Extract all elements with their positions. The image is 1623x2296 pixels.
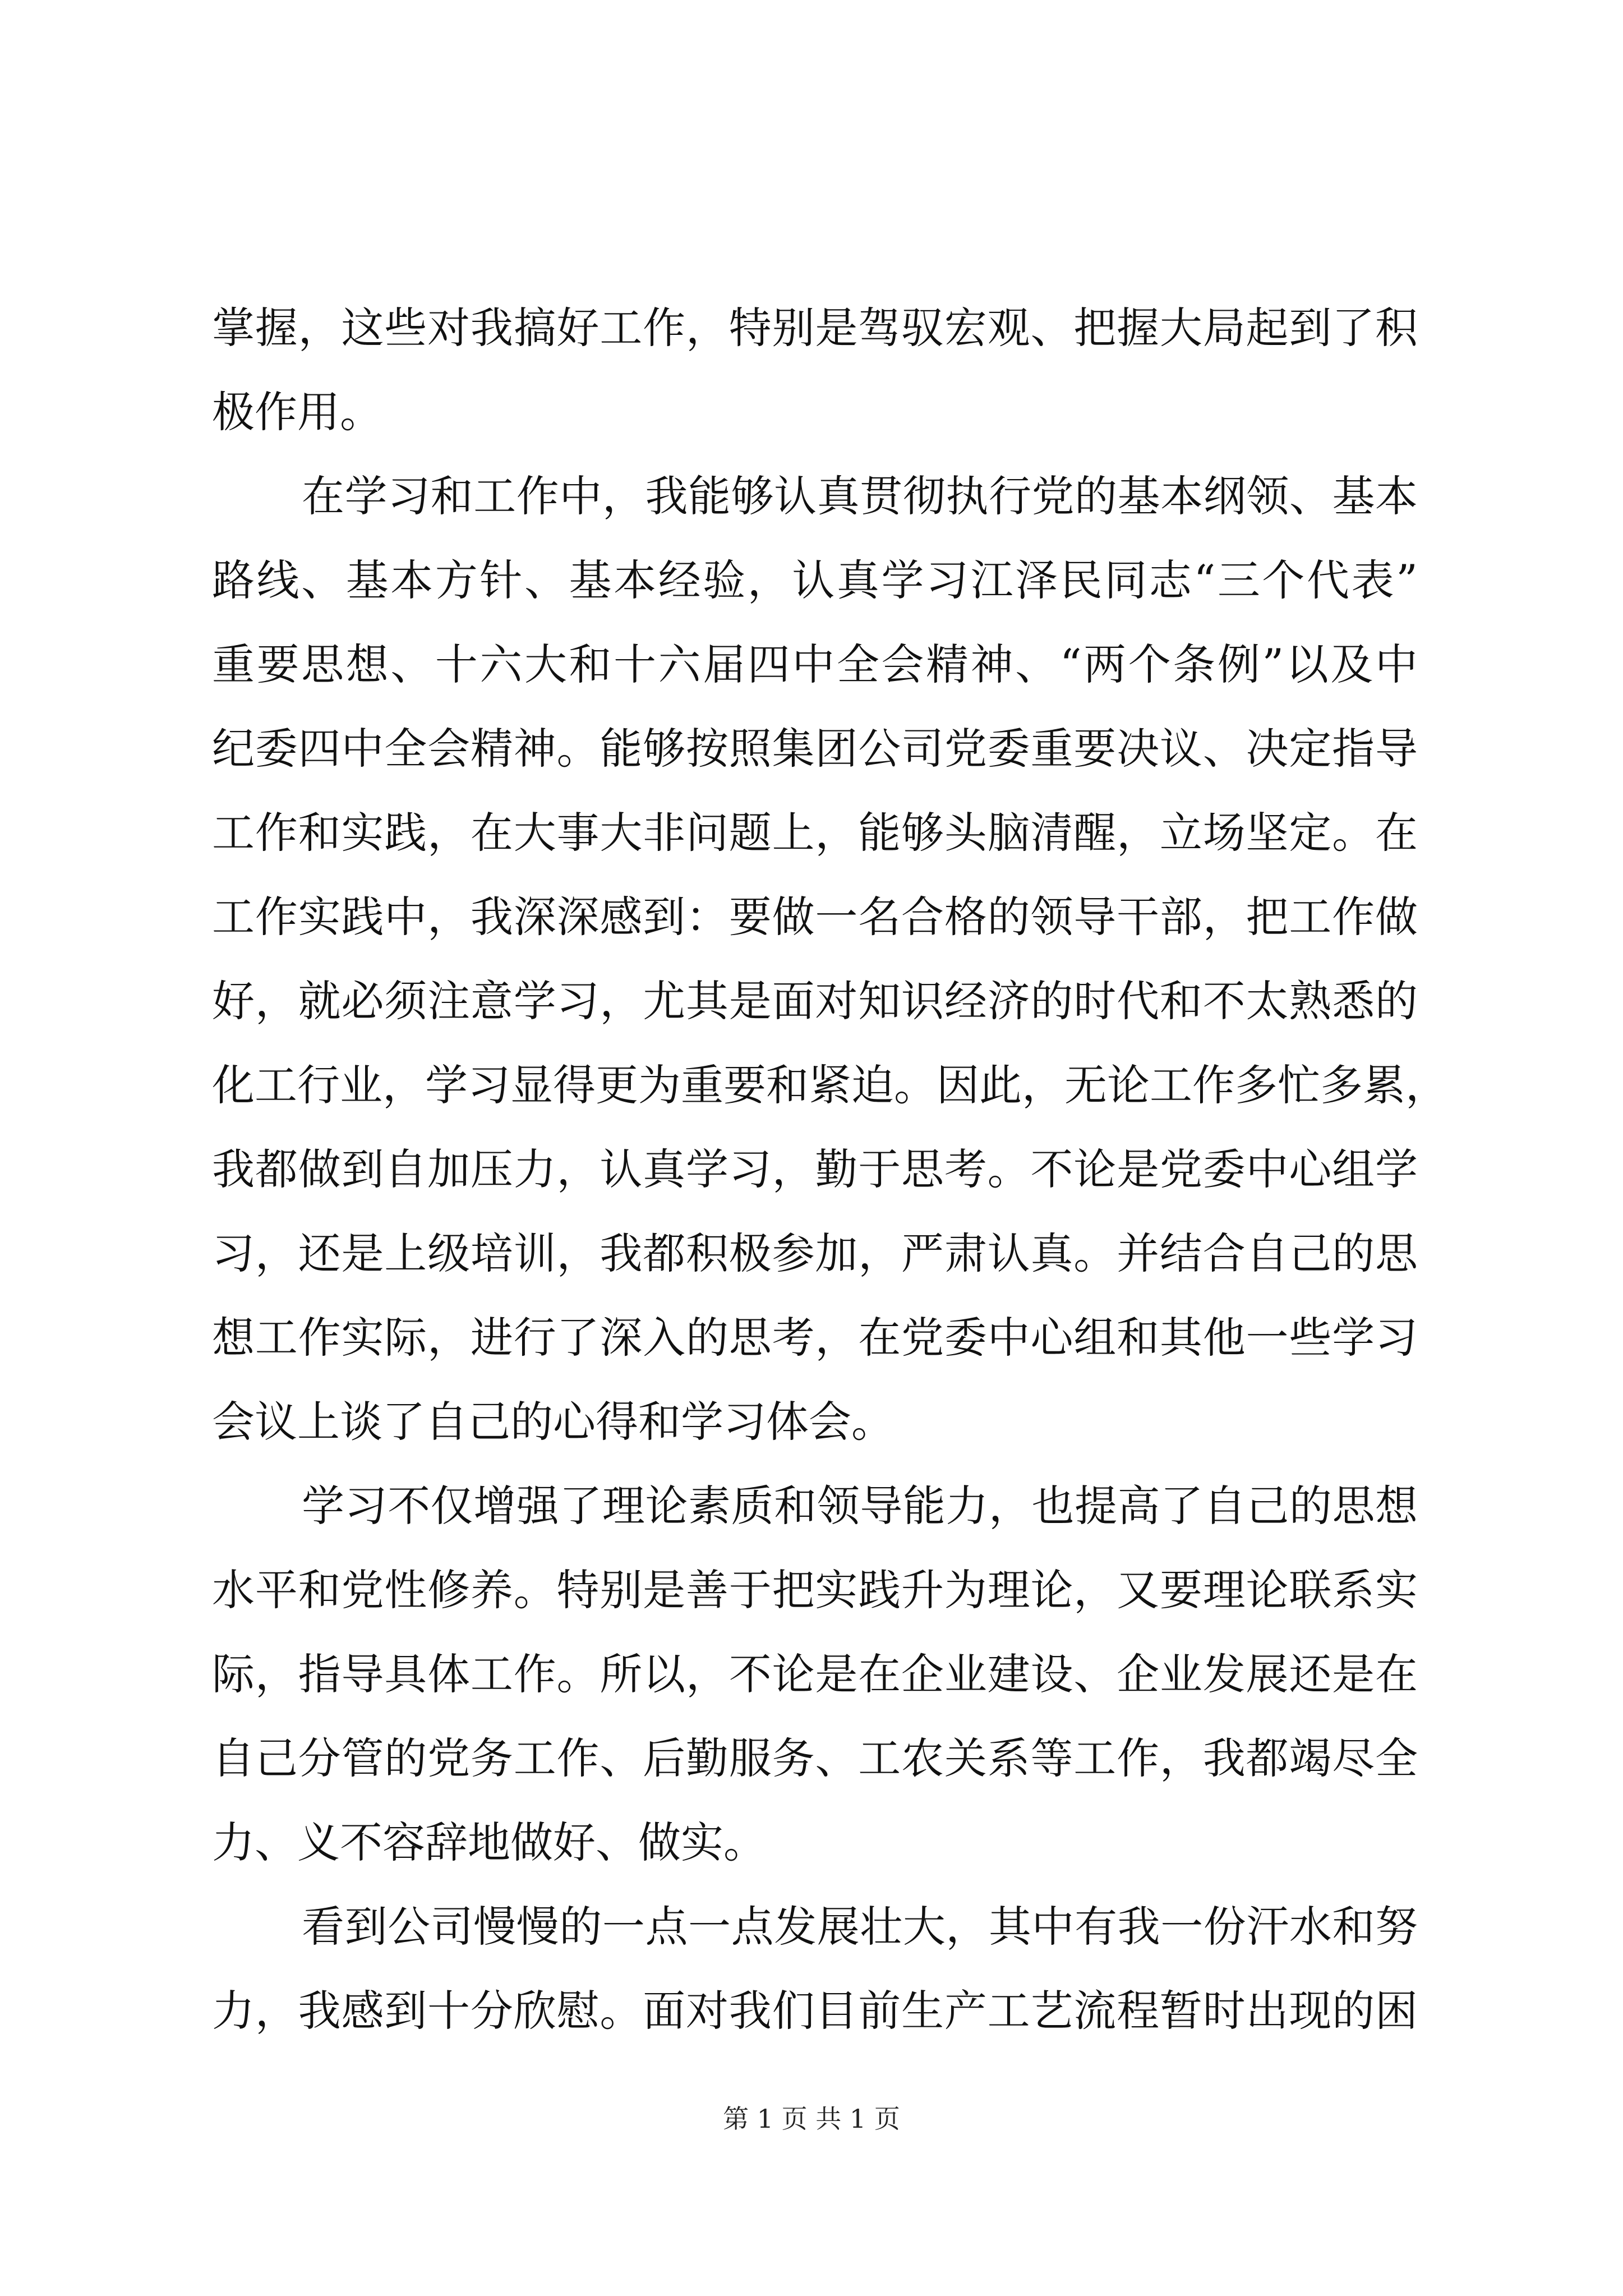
text-line: 纪委四中全会精神。能够按照集团公司党委重要决议、决定指导 — [212, 724, 1418, 774]
text-line: 我都做到自加压力，认真学习，勤于思考。不论是党委中心组学 — [212, 1144, 1418, 1194]
text-line: 自己分管的党务工作、后勤服务、工农关系等工作，我都竭尽全 — [212, 1733, 1418, 1783]
text-line: 化工行业，学习显得更为重要和紧迫。因此，无论工作多忙多累， — [212, 1060, 1448, 1110]
text-line: 习，还是上级培训，我都积极参加，严肃认真。并结合自己的思 — [212, 1228, 1418, 1278]
text-line: 重要思想、十六大和十六届四中全会精神、“两个条例”以及中 — [212, 639, 1418, 689]
text-line: 力、义不容辞地做好、做实。 — [212, 1818, 766, 1867]
text-line: 路线、基本方针、基本经验，认真学习江泽民同志“三个代表” — [212, 555, 1418, 605]
text-line: 工作和实践，在大事大非问题上，能够头脑清醒，立场坚定。在 — [212, 808, 1418, 858]
text-line: 在学习和工作中，我能够认真贯彻执行党的基本纲领、基本 — [302, 471, 1418, 521]
text-line: 会议上谈了自己的心得和学习体会。 — [212, 1397, 894, 1447]
text-line: 水平和党性修养。特别是善于把实践升为理论，又要理论联系实 — [212, 1565, 1418, 1615]
text-line: 工作实践中，我深深感到：要做一名合格的领导干部，把工作做 — [212, 892, 1418, 942]
text-line: 掌握，这些对我搞好工作，特别是驾驭宏观、把握大局起到了积 — [212, 303, 1418, 353]
text-line: 际，指导具体工作。所以，不论是在企业建设、企业发展还是在 — [212, 1649, 1418, 1699]
text-line: 力，我感到十分欣慰。面对我们目前生产工艺流程暂时出现的困 — [212, 1986, 1418, 2036]
page-footer: 第 1 页 共 1 页 — [723, 2104, 900, 2134]
text-line: 极作用。 — [212, 387, 382, 437]
text-line: 看到公司慢慢的一点一点发展壮大，其中有我一份汗水和努 — [302, 1902, 1418, 1952]
document-body — [212, 286, 1448, 2053]
text-line: 好，就必须注意学习，尤其是面对知识经济的时代和不太熟悉的 — [212, 976, 1418, 1026]
text-line: 想工作实际，进行了深入的思考，在党委中心组和其他一些学习 — [212, 1313, 1418, 1363]
text-line: 学习不仅增强了理论素质和领导能力，也提高了自己的思想 — [302, 1481, 1418, 1531]
